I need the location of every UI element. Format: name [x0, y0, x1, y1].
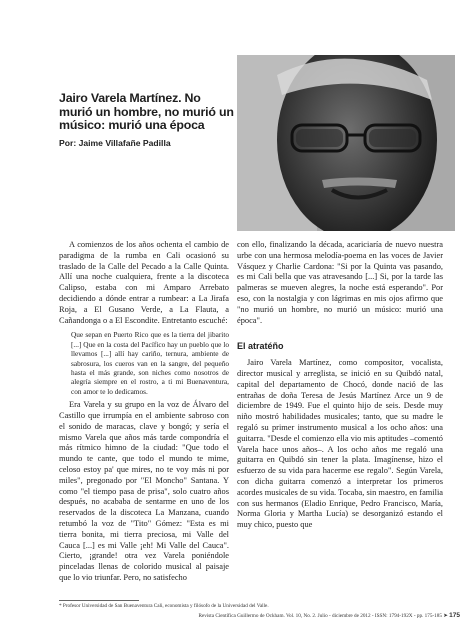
portrait-illustration — [237, 55, 455, 231]
right-column — [237, 240, 443, 531]
portrait-photo — [237, 55, 455, 231]
article-title: Jairo Varela Martínez. No murió un hombre, no murió un músico: murió una época — [59, 91, 234, 132]
running-footer — [165, 613, 460, 620]
arrow-icon: ➤ — [443, 613, 448, 619]
article-byline: Por: Jaime Villafañe Padilla — [59, 138, 171, 148]
left-column — [59, 240, 229, 584]
song-quote: Que sepan en Puerto Rico que es la tierra del jibarito [...] Que en la costa del Pacífico hay un pueblo que lo llevamos [...] allí hay cariño, ternura, ambiente de sabrosura, los cueros van en la sangre, del pequeño hasta el más grande, son niches como nosotros de alegría siempre en el rostro, a ti mi Buenaventura, con amor te lo dedicamos. — [71, 330, 229, 396]
footnote: * Profesor Universidad de San Buenaventura Cali, economista y filósofo de la Universidad del Valle. — [59, 603, 269, 609]
running-footer-text: Revista Científica Guillermo de Ockham. Vol. 10, No. 2. Julio - diciembre de 2012 - ISSN: 1794-192X - pp. 175-185 — [198, 613, 442, 619]
footnote-divider — [59, 600, 139, 601]
paragraph: A comienzos de los años ochenta el cambio de paradigma de la rumba en Cali ocasionó su traslado de la Calle del Pecado a la Calle Quinta. Allí una noche cualquiera, frente a la discoteca Calipso, estaba con mi Amparo Arrebato decidiendo a dónde entrar a rumbear: a La Jirafa Roja, a El Gusano Verde, a La Flauta, a Cañandonga o a El Escondite. Entretanto escuché: — [59, 240, 229, 325]
section-heading: El atratéño — [237, 341, 284, 352]
paragraph: con ello, finalizando la década, acariciaría de nuevo nuestra urbe con una hermosa melodía-poema en las voces de Javier Vásquez y Charlie Cardona: "Si por la Quinta vas pasando, es mi Cali bella que vas atravesando [...] Si, por la tarde las palmeras se mueven alegres, la noche está esperando". Por eso, con la nostalgia y con lágrimas en mis ojos afirmo que "no murió un hombre, no murió un músico: murió una época". — [237, 240, 443, 325]
paragraph: Era Varela y su grupo en la voz de Álvaro del Castillo que irrumpía en el ambiente sabroso con el sonido de maracas, clave y bongó; y sería el mismo Varela que años más tarde compondría el más rítmico himno de la ciudad: "Que todo el mundo te cante, que todo el mundo te mime, celoso estoy pa' que mires, no te voy más ni por miles", pregonado por "El Moncho" Santana. Y como "el tiempo pasa de prisa", solo cuatro años después, no acababa de sentarme en uno de los reservados de la discoteca La Manzana, cuando retumbó la voz de "Tito" Gómez: "Esta es mi tierra bonita, mi tierra preciosa, mi Valle del Cauca [...] es mi Valle ¡eh! Mi Valle del Cauca". Cierto, ¡grande! otra vez Varela poniéndole pinceladas llenas de colorido musical al paisaje que lo vio triunfar. Pero, no satisfecho — [59, 400, 229, 582]
page-number: 175 — [449, 612, 460, 619]
paragraph: Jairo Varela Martínez, como compositor, vocalista, director musical y arreglista, se inició en su Quibdó natal, capital del departamento de Chocó, donde nació de las entrañas de doña Teresa de Jesús Martínez Arce un 9 de diciembre de 1949. Fue el quinto hijo de seis. Desde muy niño mostró habilidades musicales; tanto, que su madre le regaló su primer instrumento musical a los ocho años: una guitarra. "Desde el comienzo ella vio mis aptitudes –comentó Varela hace unos años–. A los ocho años me regaló una guitarra en Quibdó sin tener la plata. Imagínense, hizo el esfuerzo de su vida para hacerme ese regalo". Según Varela, con dicha guitarra comenzó a interpretar los primeros acordes musicales de su vida. Tocaba, sin maestro, en familia con sus hermanos (Eladio Enrique, Pedro Francisco, María, Norma Gloria y Martha Lucía) se desorganizó estando el muy chico, puesto que — [237, 358, 443, 530]
